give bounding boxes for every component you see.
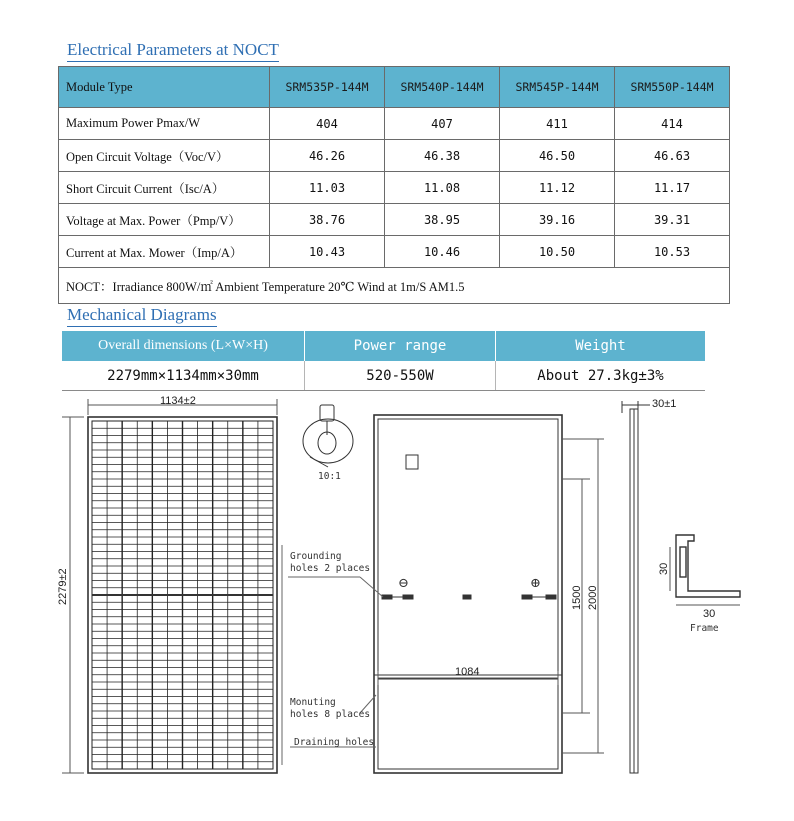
electrical-parameters-table xyxy=(58,66,730,304)
cell-value: 46.26 xyxy=(270,140,385,172)
mechanical-summary-table xyxy=(62,331,705,391)
grounding-label-line2: holes 2 places xyxy=(290,563,371,574)
frame-label: Frame xyxy=(690,623,719,634)
cell-value: 10.50 xyxy=(500,236,615,268)
frame-top-dim-label: 30±1 xyxy=(652,398,677,410)
cell-value: 414 xyxy=(615,108,730,140)
height-dim-label: 2279±2 xyxy=(57,568,69,605)
panel-front-view xyxy=(88,417,277,773)
electrical-title-text: Electrical Parameters at NOCT xyxy=(67,40,279,59)
cell-value: 404 xyxy=(270,108,385,140)
row-label: Short Circuit Current（Isc/A） xyxy=(59,172,270,204)
cell-value: 407 xyxy=(385,108,500,140)
cell-value: 38.95 xyxy=(385,204,500,236)
dim-1500-label: 1500 xyxy=(571,585,583,610)
dimensions-header: Overall dimensions (L×W×H) xyxy=(62,331,305,361)
model-header: SRM550P-144M xyxy=(615,67,730,108)
model-header: SRM535P-144M xyxy=(270,67,385,108)
power-range-header: Power range xyxy=(305,331,496,361)
table-row xyxy=(59,236,730,268)
weight-value: About 27.3kg±3% xyxy=(496,361,706,391)
cell-value: 11.08 xyxy=(385,172,500,204)
cell-value: 10.46 xyxy=(385,236,500,268)
mechanical-title-text: Mechanical Diagrams xyxy=(67,305,217,324)
table-row xyxy=(59,140,730,172)
dim-1084-label: 1084 xyxy=(455,666,480,678)
row-label: Voltage at Max. Power（Pmp/V） xyxy=(59,204,270,236)
noct-note: NOCT：Irradiance 800W/㎡ Ambient Temperature 20℃ Wind at 1m/S AM1.5 xyxy=(59,268,730,304)
cell-value: 10.53 xyxy=(615,236,730,268)
detail-scale-label: 10:1 xyxy=(318,471,341,482)
mechanical-section-title xyxy=(67,305,217,325)
table-row xyxy=(59,204,730,236)
module-type-header: Module Type xyxy=(59,67,270,108)
title-underline xyxy=(67,326,217,327)
row-label: Maximum Power Pmax/W xyxy=(59,108,270,140)
cell-value: 46.38 xyxy=(385,140,500,172)
cell-value: 11.12 xyxy=(500,172,615,204)
cell-value: 46.50 xyxy=(500,140,615,172)
connector-detail xyxy=(303,405,353,467)
model-header: SRM545P-144M xyxy=(500,67,615,108)
frame-w-dim-label: 30 xyxy=(703,608,716,620)
mech-value-row xyxy=(62,361,705,391)
frame-side-view xyxy=(622,401,650,773)
weight-header: Weight xyxy=(496,331,706,361)
row-label: Open Circuit Voltage（Voc/V） xyxy=(59,140,270,172)
cell-value: 46.63 xyxy=(615,140,730,172)
mounting-label-line1: Monuting xyxy=(290,697,336,708)
cell-value: 39.16 xyxy=(500,204,615,236)
plus-icon: ⊕ xyxy=(530,575,541,590)
model-header: SRM540P-144M xyxy=(385,67,500,108)
frame-h-dim-label: 30 xyxy=(658,562,670,575)
draining-label: Draining holes xyxy=(294,737,375,748)
table-row xyxy=(59,172,730,204)
minus-icon: ⊖ xyxy=(398,575,409,590)
electrical-section-title xyxy=(67,40,279,60)
frame-cross-section xyxy=(670,535,740,605)
cell-value: 39.31 xyxy=(615,204,730,236)
panel-back-view xyxy=(374,415,562,773)
note-row xyxy=(59,268,730,304)
dimensions-value: 2279mm×1134mm×30mm xyxy=(62,361,305,391)
width-dim-label: 1134±2 xyxy=(160,395,196,407)
mounting-label-line2: holes 8 places xyxy=(290,709,371,720)
grounding-label-line1: Grounding xyxy=(290,551,342,562)
leader-lines xyxy=(282,545,383,765)
row-label: Current at Max. Mower（Imp/A） xyxy=(59,236,270,268)
title-underline xyxy=(67,61,279,62)
cell-value: 11.17 xyxy=(615,172,730,204)
cell-value: 411 xyxy=(500,108,615,140)
table-row xyxy=(59,108,730,140)
dim-2000-label: 2000 xyxy=(587,585,599,610)
mech-header-row xyxy=(62,331,705,361)
power-range-value: 520-550W xyxy=(305,361,496,391)
cell-value: 38.76 xyxy=(270,204,385,236)
cell-value: 10.43 xyxy=(270,236,385,268)
mechanical-drawing xyxy=(0,395,794,815)
table-header-row xyxy=(59,67,730,108)
cell-value: 11.03 xyxy=(270,172,385,204)
